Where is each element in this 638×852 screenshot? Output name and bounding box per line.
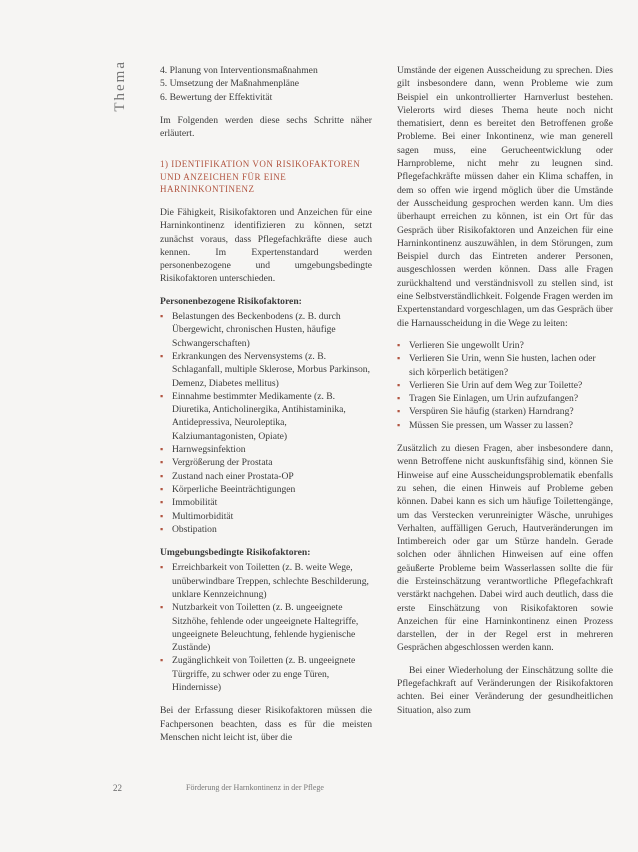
list-item: ▪ Verspüren Sie häufig (starken) Harndrang? bbox=[397, 405, 613, 418]
list-item: ▪ Müssen Sie pressen, um Wasser zu lassen? bbox=[397, 419, 613, 432]
list-item: ▪ Immobilität bbox=[160, 496, 372, 509]
list-item: ▪ Einnahme bestimmter Medikamente (z. B. Diuretika, Anticholinergika, Antihistaminika, Antidepressiva, Neuroleptika, Kalziumantagonisten, Opiate) bbox=[160, 390, 372, 443]
environment-risk-list bbox=[160, 561, 372, 694]
subheading-environment: Umgebungsbedingte Risikofaktoren: bbox=[160, 547, 311, 559]
page-number: 22 bbox=[113, 783, 122, 793]
person-risk-list bbox=[160, 310, 372, 536]
list-item: ▪ Vergrößerung der Prostata bbox=[160, 456, 372, 469]
right-column bbox=[397, 64, 613, 726]
list-item: ▪ Harnwegsinfektion bbox=[160, 443, 372, 456]
list-item: ▪ Tragen Sie Einlagen, um Urin aufzufangen? bbox=[397, 392, 613, 405]
list-item: ▪ Verlieren Sie Urin, wenn Sie husten, lachen oder sich körperlich betätigen? bbox=[397, 352, 613, 379]
subheading-person: Personenbezogene Risikofaktoren: bbox=[160, 295, 302, 307]
list-item: 6. Bewertung der Effektivität bbox=[160, 91, 273, 103]
intro-paragraph: Im Folgenden werden diese sechs Schritte näher erläutert. bbox=[160, 114, 372, 140]
list-item: ▪ Multimorbidität bbox=[160, 510, 372, 523]
list-item: ▪ Obstipation bbox=[160, 523, 372, 536]
list-item: 4. Planung von Interventionsmaßnahmen bbox=[160, 65, 318, 76]
list-item: ▪ Belastungen des Beckenbodens (z. B. durch Übergewicht, chronischen Husten, häufige Schwangerschaften) bbox=[160, 310, 372, 350]
list-item: ▪ Zustand nach einer Prostata-OP bbox=[160, 470, 372, 483]
question-list bbox=[397, 339, 613, 432]
list-item: ▪ Nutzbarkeit von Toiletten (z. B. ungeeignete Sitzhöhe, fehlende oder ungeeignete Haltegriffe, ungeeignete Beleuchtung, fehlende hygienische Zustände) bbox=[160, 601, 372, 654]
list-item: ▪ Verlieren Sie Urin auf dem Weg zur Toilette? bbox=[397, 379, 613, 392]
paragraph: Die Fähigkeit, Risikofaktoren und Anzeichen für eine Harninkontinenz identifizieren zu können, setzt zunächst voraus, dass Pflegefachkräfte diese auch kennen. Im Expertenstandard werden personenbezogene und umgebungsbedingte Risikofaktoren unterschieden. bbox=[160, 206, 372, 285]
footer-text: Förderung der Harnkontinenz in der Pflege bbox=[186, 783, 324, 792]
list-item: ▪ Erkrankungen des Nervensystems (z. B. Schlaganfall, multiple Sklerose, Morbus Parkinson, Demenz, Diabetes mellitus) bbox=[160, 350, 372, 390]
list-item: ▪ Körperliche Beeinträchtigungen bbox=[160, 483, 372, 496]
paragraph: Bei einer Wiederholung der Einschätzung sollte die Pflegefachkraft auf Veränderungen der Risikofaktoren achten. Bei einer Veränderung der gesundheitlichen Situation, also zum bbox=[397, 664, 613, 716]
paragraph: Zusätzlich zu diesen Fragen, aber insbesondere dann, wenn Betroffene nicht auskunftsfähig sind, können Sie Hinweise auf eine Ausscheidungsproblematik ebenfalls zu sehen, die einen Hinweis auf Probleme geben können. Dabei kann es sich um häufige Toilettengänge, um das Verstecken verunreinigter Wäsche, unruhiges Verhalten, auffälligen Geruch, Hautveränderungen im Intimbereich oder gar um Stürze handeln. Gerade solchen oder ähnlichen Hinweisen auf eine offen geäußerte Probleme beim Wasserlassen sollte die für die Ersteinschätzung verantwortliche Pflegefachkraft verstärkt nachgehen. Dabei wird auch deutlich, dass die erste Einschätzung von Risikofaktoren sowie Anzeichen für eine Harninkontinenz einen Prozess darstellen, der in der Regel erst in mehreren Gesprächen abgeschlossen werden kann. bbox=[397, 443, 613, 654]
list-item: ▪ Erreichbarkeit von Toiletten (z. B. weite Wege, unüberwindbare Treppen, schlechte Beschilderung, unklare Kennzeichnung) bbox=[160, 561, 372, 601]
paragraph: Bei der Erfassung dieser Risikofaktoren müssen die Fachpersonen beachten, dass es für die meisten Menschen nicht leicht ist, über die bbox=[160, 705, 372, 743]
list-item: ▪ Zugänglichkeit von Toiletten (z. B. ungeeignete Türgriffe, zu schwer oder zu enge Türen, Hindernisse) bbox=[160, 654, 372, 694]
left-column bbox=[160, 64, 372, 753]
section-heading: 1) IDENTIFIKATION VON RISIKOFAKTOREN UND ANZEICHEN FÜR EINE HARNINKONTINENZ bbox=[160, 159, 361, 195]
section-label: Thema bbox=[112, 60, 128, 112]
paragraph: Umstände der eigenen Ausscheidung zu sprechen. Dies gilt insbesondere dann, wenn Probleme wie zum Beispiel ein unkontrollierter Harnverlust bestehen. Vielerorts wird dieses Thema heute noch nicht thematisiert, denn es bereitet den Betroffenen große Probleme. Bei einer Inkontinenz, wie man generell sagen muss, eine Gerucheentwicklung oder Harnprobleme, nicht mehr zu leugnen sind. Pflegefachkräfte müssen daher ein Klima schaffen, in dem so offen wie irgend möglich über die Umstände der Ausscheidung gesprochen werden kann. Um dies überhaupt erreichen zu können, ist ein Ort für das Gespräch über Risikofaktoren und Anzeichen für eine Harninkontinenz auszuwählen, in dem Störungen, zum Beispiel durch das Eintreten anderer Personen, ausgeschlossen werden können. Dass alle Fragen zurückhaltend und verständnisvoll zu stellen sind, ist eine Selbstverständlichkeit. Folgende Fragen werden im Expertenstandard vorgeschlagen, um das Gespräch über die Harnausscheidung in die Wege zu leiten: bbox=[397, 65, 613, 329]
step-list bbox=[160, 64, 372, 104]
list-item: 5. Umsetzung der Maßnahmenpläne bbox=[160, 78, 300, 90]
list-item: ▪ Verlieren Sie ungewollt Urin? bbox=[397, 339, 613, 352]
